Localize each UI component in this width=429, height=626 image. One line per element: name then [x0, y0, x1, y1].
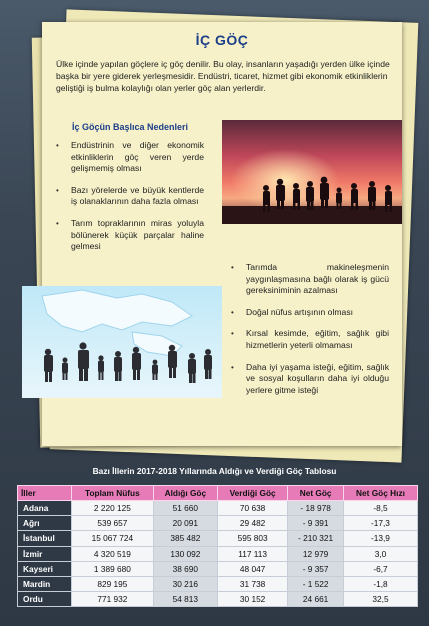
table-title: Bazı İllerin 2017-2018 Yıllarında Aldığı ve Verdiği Göç Tablosu — [92, 466, 337, 476]
reason-item: • Doğal nüfus artışının olması — [229, 307, 389, 319]
out-migration-cell: 48 047 — [217, 561, 287, 576]
net-migration-rate-cell: -6,7 — [343, 561, 417, 576]
net-migration-rate-cell: 32,5 — [343, 592, 417, 607]
out-migration-cell: 29 482 — [217, 516, 287, 531]
table-row — [18, 531, 418, 546]
city-cell: Ordu — [18, 592, 72, 607]
reason-item: • Kırsal kesimde, eğitim, sağlık gibi hizmetlerin yeterli olmaması — [229, 328, 389, 351]
city-cell: Ağrı — [18, 516, 72, 531]
total-population-cell: 539 657 — [72, 516, 154, 531]
city-cell: Kayseri — [18, 561, 72, 576]
sunset-image — [222, 120, 402, 224]
in-migration-cell: 30 216 — [153, 576, 217, 591]
header-cell: Net Göç — [288, 486, 344, 501]
header-cell: Toplam Nüfus — [72, 486, 154, 501]
table-row — [18, 592, 418, 607]
net-migration-cell: - 1 522 — [288, 576, 344, 591]
city-cell: Mardin — [18, 576, 72, 591]
in-migration-cell: 38 690 — [153, 561, 217, 576]
in-migration-cell: 54 813 — [153, 592, 217, 607]
reason-item: • Daha iyi yaşama isteği, eğitim, sağlık ve sosyal koşulların daha iyi olduğu yerlere gitme isteği — [229, 362, 389, 397]
out-migration-cell: 595 803 — [217, 531, 287, 546]
total-population-cell: 1 389 680 — [72, 561, 154, 576]
net-migration-cell: - 18 978 — [288, 501, 344, 516]
migrants-map-illustration — [22, 286, 222, 398]
map-image — [22, 286, 222, 398]
page-title: İÇ GÖÇ — [195, 32, 249, 48]
table-header-row — [18, 486, 418, 501]
header-cell: Net Göç Hızı — [343, 486, 417, 501]
net-migration-cell: - 210 321 — [288, 531, 344, 546]
reasons-list-right — [229, 262, 389, 406]
reason-item: • Bazı yörelerde ve büyük kentlerde iş olanaklarının daha fazla olması — [54, 185, 204, 208]
net-migration-cell: - 9 391 — [288, 516, 344, 531]
city-cell: İstanbul — [18, 531, 72, 546]
in-migration-cell: 20 091 — [153, 516, 217, 531]
net-migration-cell: - 9 357 — [288, 561, 344, 576]
total-population-cell: 829 195 — [72, 576, 154, 591]
net-migration-rate-cell: -1,8 — [343, 576, 417, 591]
header-cell: İller — [18, 486, 72, 501]
net-migration-cell: 24 661 — [288, 592, 344, 607]
out-migration-cell: 31 738 — [217, 576, 287, 591]
table-row — [18, 576, 418, 591]
out-migration-cell: 30 152 — [217, 592, 287, 607]
net-migration-rate-cell: -13,9 — [343, 531, 417, 546]
header-cell: Aldığı Göç — [153, 486, 217, 501]
out-migration-cell: 70 638 — [217, 501, 287, 516]
reason-item: • Tarım topraklarının miras yoluyla bölünerek küçük parçalar haline gelmesi — [54, 218, 204, 253]
city-cell: Adana — [18, 501, 72, 516]
total-population-cell: 15 067 724 — [72, 531, 154, 546]
out-migration-cell: 117 113 — [217, 546, 287, 561]
content-card — [42, 22, 402, 446]
table-row — [18, 501, 418, 516]
city-cell: İzmir — [18, 546, 72, 561]
table-row — [18, 546, 418, 561]
total-population-cell: 4 320 519 — [72, 546, 154, 561]
migration-table — [17, 485, 418, 607]
intro-paragraph: Ülke içinde yapılan göçlere iç göç denilir. Bu olay, insanların yaşadığı yerden ülke içinde başka bir yere giderek yerleşmesidir. Endüstri, ticaret, hizmet gibi ekonomik etkinliklerin geliştiği iş bulma kolaylığı olan yerler göç alan yerlerdir. — [56, 59, 390, 94]
net-migration-rate-cell: -17,3 — [343, 516, 417, 531]
reasons-heading: İç Göçün Başlıca Nedenleri — [72, 122, 189, 132]
table-row — [18, 561, 418, 576]
net-migration-cell: 12 979 — [288, 546, 344, 561]
net-migration-rate-cell: -8,5 — [343, 501, 417, 516]
in-migration-cell: 130 092 — [153, 546, 217, 561]
in-migration-cell: 51 660 — [153, 501, 217, 516]
migrants-sunset-photo — [222, 120, 402, 224]
table-row — [18, 516, 418, 531]
net-migration-rate-cell: 3,0 — [343, 546, 417, 561]
in-migration-cell: 385 482 — [153, 531, 217, 546]
reason-item: • Endüstrinin ve diğer ekonomik etkinliklerin göç veren yerde gelişmemiş olması — [54, 140, 204, 175]
reason-item: • Tarımda makineleşmenin yaygınlaşmasına bağlı olarak iş gücü gereksiniminin azalması — [229, 262, 389, 297]
reasons-list-left — [54, 140, 204, 263]
total-population-cell: 771 932 — [72, 592, 154, 607]
header-cell: Verdiği Göç — [217, 486, 287, 501]
total-population-cell: 2 220 125 — [72, 501, 154, 516]
